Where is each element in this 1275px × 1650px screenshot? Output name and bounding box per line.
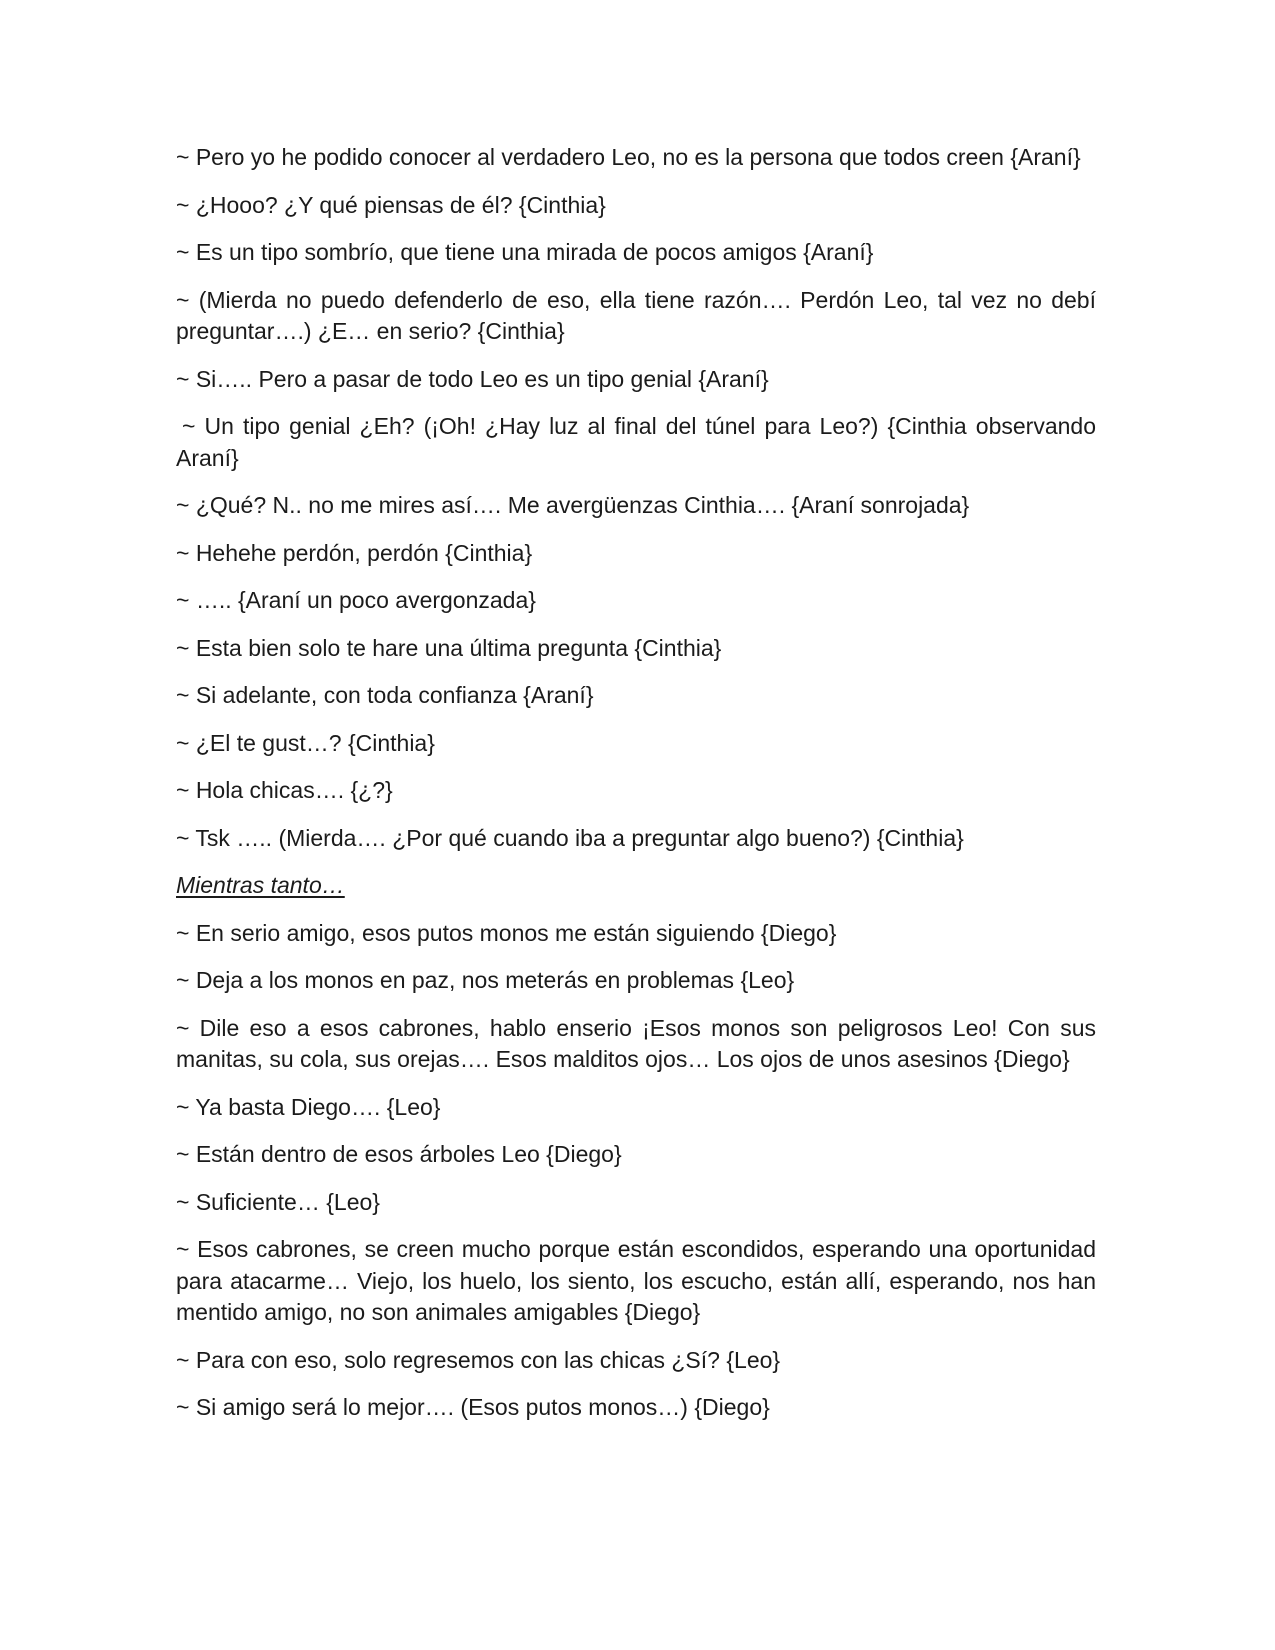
dialogue-line: ~ Deja a los monos en paz, nos meterás en problemas {Leo}	[176, 967, 795, 993]
dialogue-line: ~ Hola chicas…. {¿?}	[176, 777, 393, 803]
dialogue-line: ~ ¿El te gust…? {Cinthia}	[176, 729, 435, 756]
dialogue-line: ~ Hehehe perdón, perdón {Cinthia}	[176, 539, 533, 566]
dialogue-line: ~ Tsk ….. (Mierda…. ¿Por qué cuando iba a preguntar algo bueno?) {Cinthia}	[176, 824, 964, 851]
dialogue-line: ~ Si….. Pero a pasar de todo Leo es un tipo genial {Araní}	[176, 365, 769, 392]
dialogue-line: ~ Esos cabrones, se creen mucho porque están escondidos, esperando una oportunidad para atacarme… Viejo, los huelo, los siento, los escucho, están allí, esperando, nos han mentido amigo, no son animales amigables {Diego}	[176, 1236, 1096, 1325]
dialogue-line: ~ ¿Qué? N.. no me mires así…. Me avergüenzas Cinthia…. {Araní sonrojada}	[176, 492, 970, 518]
dialogue-line: ~ (Mierda no puedo defenderlo de eso, ella tiene razón…. Perdón Leo, tal vez no debí preguntar….) ¿E… en serio? {Cinthia}	[176, 286, 1096, 344]
dialogue-line: ~ Para con eso, solo regresemos con las chicas ¿Sí? {Leo}	[176, 1346, 781, 1373]
dialogue-line: ~ En serio amigo, esos putos monos me están siguiendo {Diego}	[176, 919, 837, 946]
dialogue-line: ~ Dile eso a esos cabrones, hablo enserio ¡Esos monos son peligrosos Leo! Con sus manitas, su cola, sus orejas…. Esos malditos ojos… Los ojos de unos asesinos {Diego}	[176, 1014, 1096, 1072]
dialogue-line: ~ Pero yo he podido conocer al verdadero Leo, no es la persona que todos creen {Araní}	[176, 144, 1081, 170]
dialogue-line: ~ Están dentro de esos árboles Leo {Diego}	[176, 1141, 622, 1167]
dialogue-line: ~ Esta bien solo te hare una última pregunta {Cinthia}	[176, 634, 722, 661]
dialogue-line: ~ Es un tipo sombrío, que tiene una mirada de pocos amigos {Araní}	[176, 239, 874, 265]
dialogue-line: ~ Si adelante, con toda confianza {Araní}	[176, 682, 594, 708]
document-page	[176, 142, 1096, 1440]
scene-heading: Mientras tanto…	[176, 872, 345, 898]
dialogue-line: ~ ….. {Araní un poco avergonzada}	[176, 587, 536, 613]
dialogue-line: ~ Suficiente… {Leo}	[176, 1188, 380, 1215]
dialogue-line: ~ Si amigo será lo mejor…. (Esos putos monos…) {Diego}	[176, 1394, 770, 1420]
dialogue-line: ~ Ya basta Diego…. {Leo}	[176, 1093, 441, 1120]
dialogue-line: ~ ¿Hooo? ¿Y qué piensas de él? {Cinthia}	[176, 191, 606, 218]
dialogue-line: ~ Un tipo genial ¿Eh? (¡Oh! ¿Hay luz al final del túnel para Leo?) {Cinthia observando Araní}	[176, 413, 1096, 471]
